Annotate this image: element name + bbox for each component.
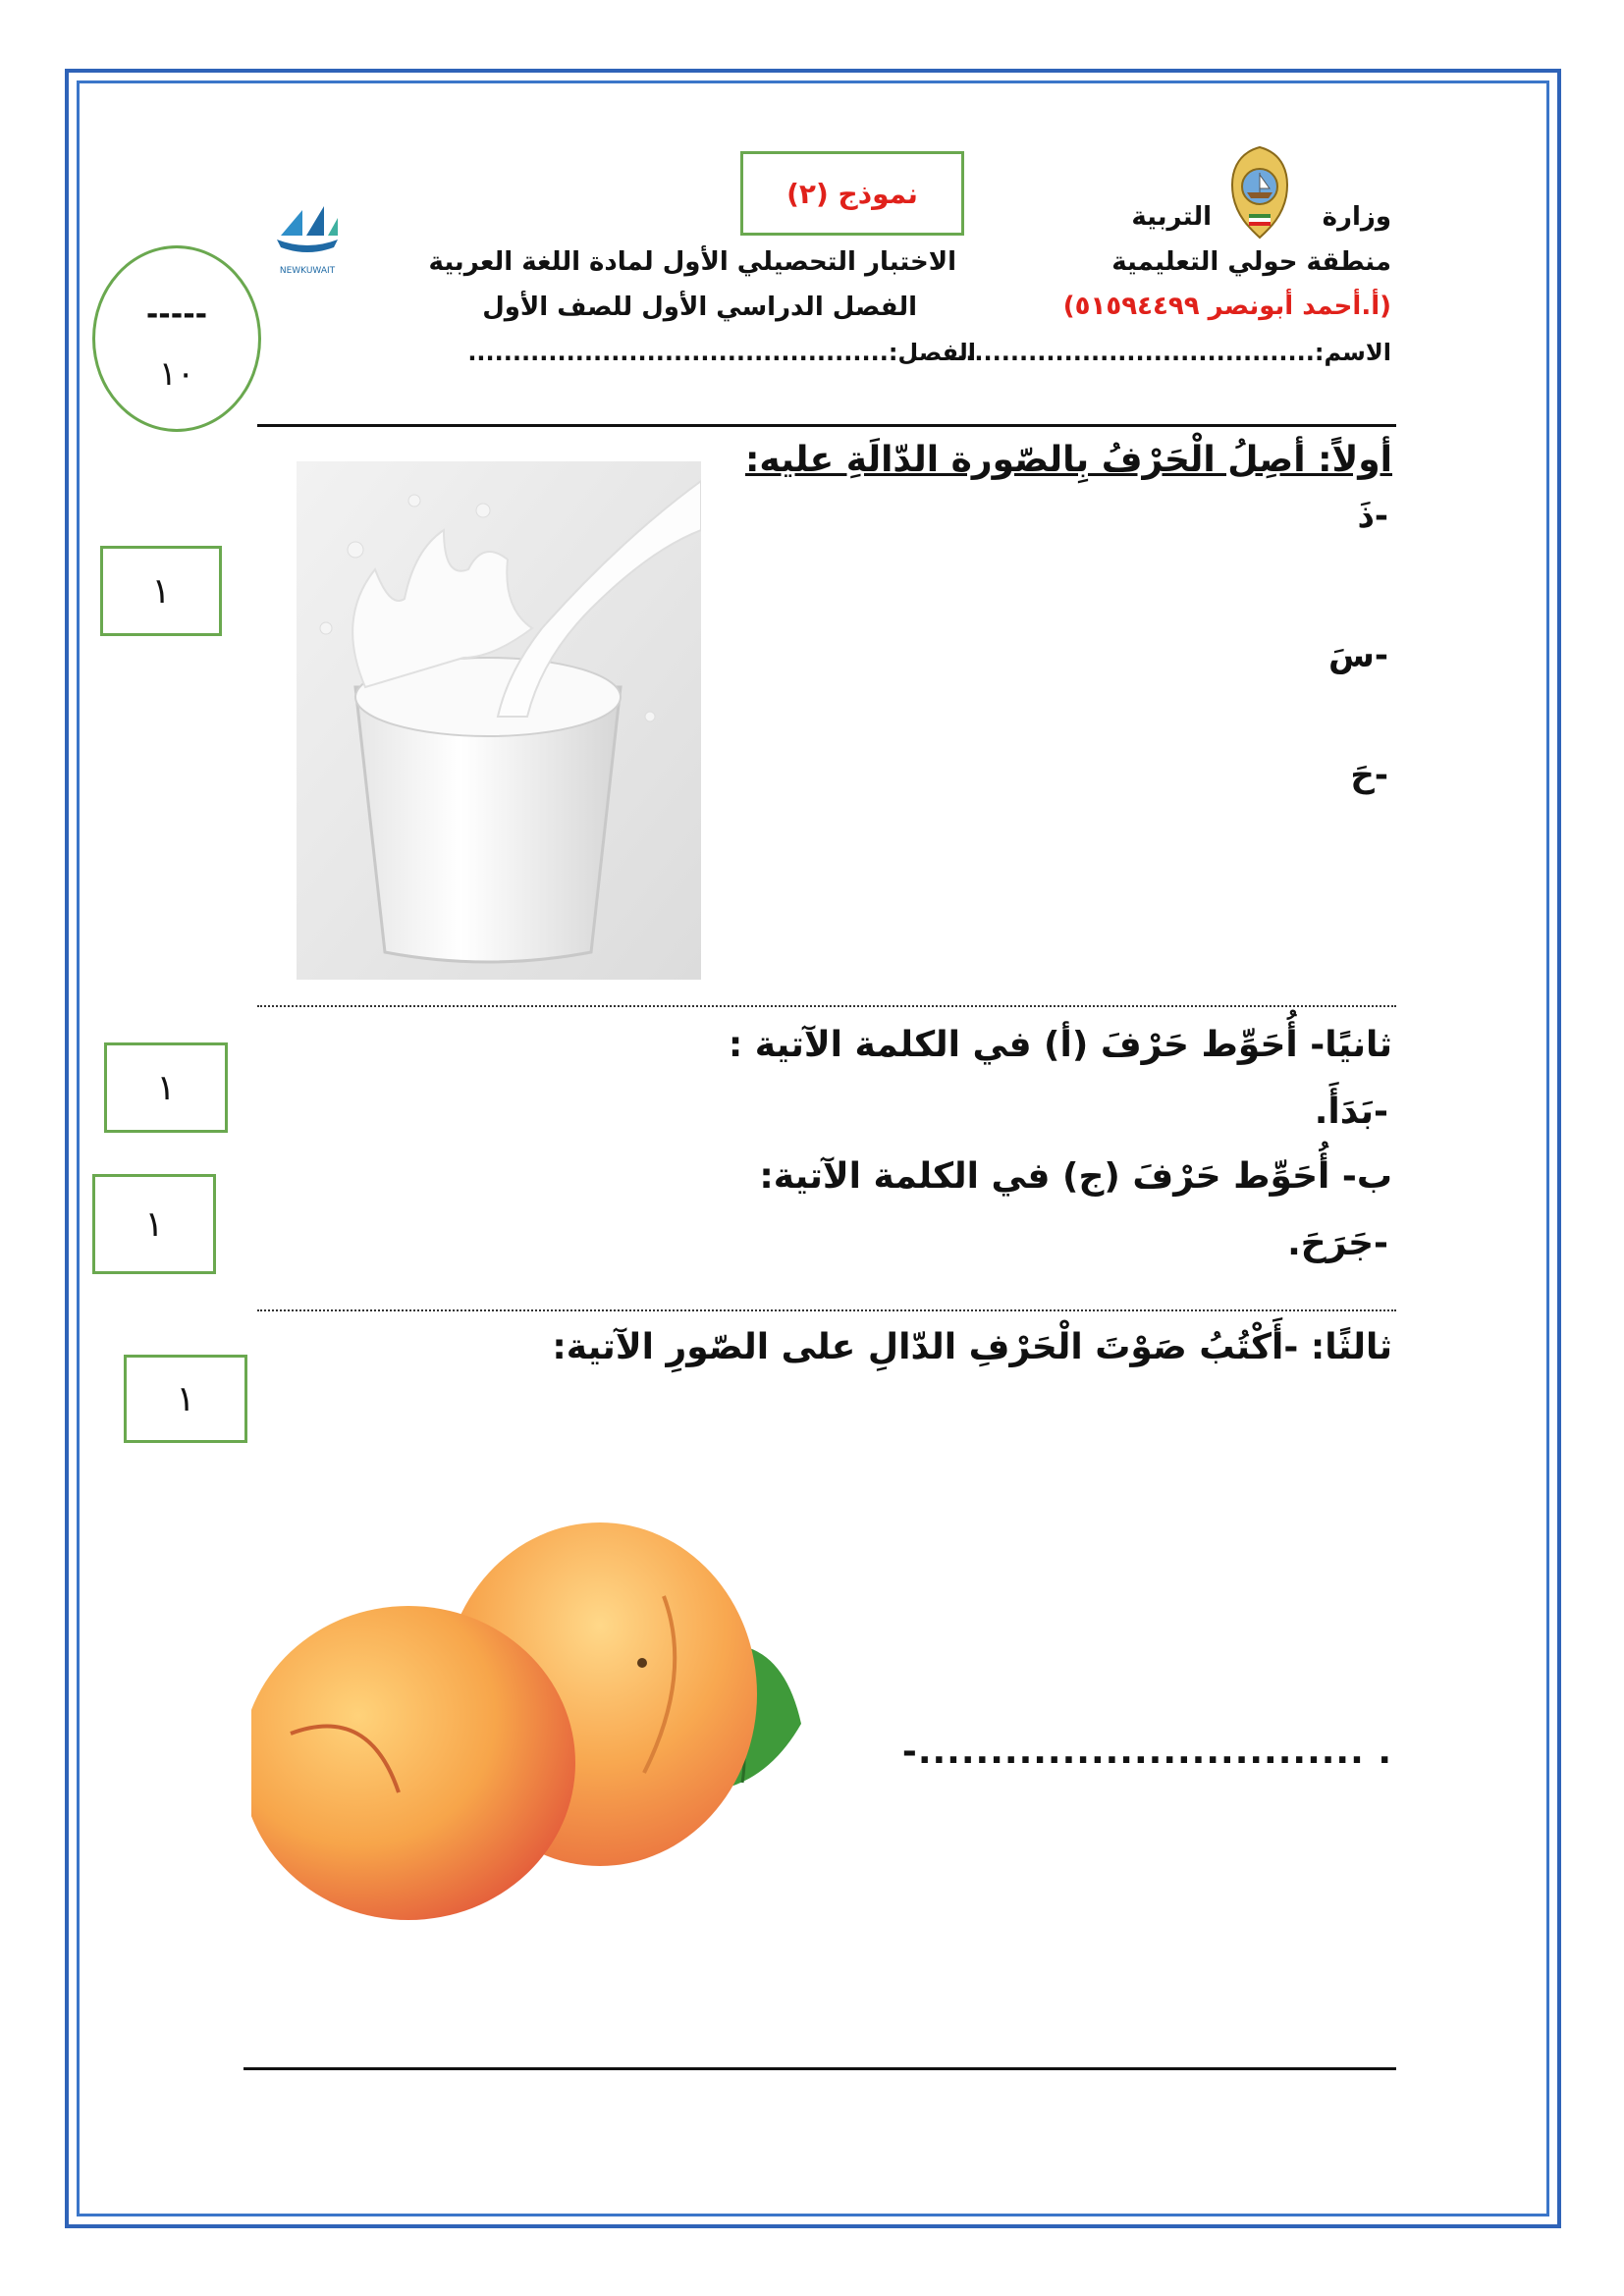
section3-title: ثالثًا: -أَكْتُبُ صَوْتَ الْحَرْفِ الدّالِ على الصّورِ الآتية: [552,1327,1392,1367]
milk-glass-image [297,461,701,980]
ministry-name: التربية [1131,202,1212,232]
model-number-box [740,151,964,236]
header-divider [257,424,1396,427]
section2-mark-box-b [92,1174,216,1274]
section1-mark: ١ [151,570,171,612]
section2-word-a: -بَدَأَ. [1314,1092,1388,1132]
bottom-divider [244,2067,1396,2070]
peach-image [251,1498,801,1922]
exam-subtitle: الفصل الدراسي الأول للصف الأول [482,293,917,322]
ministry-word: وزارة [1322,202,1391,232]
section2-mark-a: ١ [156,1067,176,1108]
section2-word-b: -جَرَحَ. [1287,1223,1388,1263]
section2-mark-box-a [104,1042,228,1133]
class-field: الفصل:............................................... [467,339,976,366]
section1-item-3: -حَ [1350,756,1388,795]
score-total: ١٠ [158,354,195,394]
kuwait-emblem-icon [1225,143,1294,241]
model-number-label: نموذج (٢) [786,177,918,210]
section3-mark: ١ [176,1378,195,1419]
exam-title: الاختبار التحصيلي الأول لمادة اللغة العربية [428,247,956,277]
district-name: منطقة حولي التعليمية [1111,247,1391,277]
section1-mark-box [100,546,222,636]
author-line: (أ.أحمد أبونصر ٥١٥٩٤٤٩٩) [1062,292,1391,321]
score-dashes: ----- [145,297,208,332]
logo-caption: NEWKUWAIT [279,266,336,276]
section1-item-2: -سَ [1327,636,1388,675]
score-circle [92,245,261,432]
section2-title-b: ب- أُحَوِّط حَرْفَ (ج) في الكلمة الآتية: [759,1156,1392,1197]
name-field: الاسم:......................................... [947,339,1391,366]
section2-title: ثانيًا- أُحَوِّط حَرْفَ (أ) في الكلمة الآتية : [728,1025,1392,1065]
section1-title: أولاً: أصِلُ الْحَرْفُ بِالصّورة الدّالَةِ عليه: [745,440,1392,480]
section3-mark-box [124,1355,247,1443]
divider-dotted-2 [257,1309,1396,1311]
section3-answer-line: -............................... . [901,1732,1392,1772]
section2-mark-b: ١ [144,1203,164,1245]
section1-item-1: -ذَ [1357,497,1388,536]
divider-dotted-1 [257,1005,1396,1007]
new-kuwait-logo-icon [273,200,342,277]
